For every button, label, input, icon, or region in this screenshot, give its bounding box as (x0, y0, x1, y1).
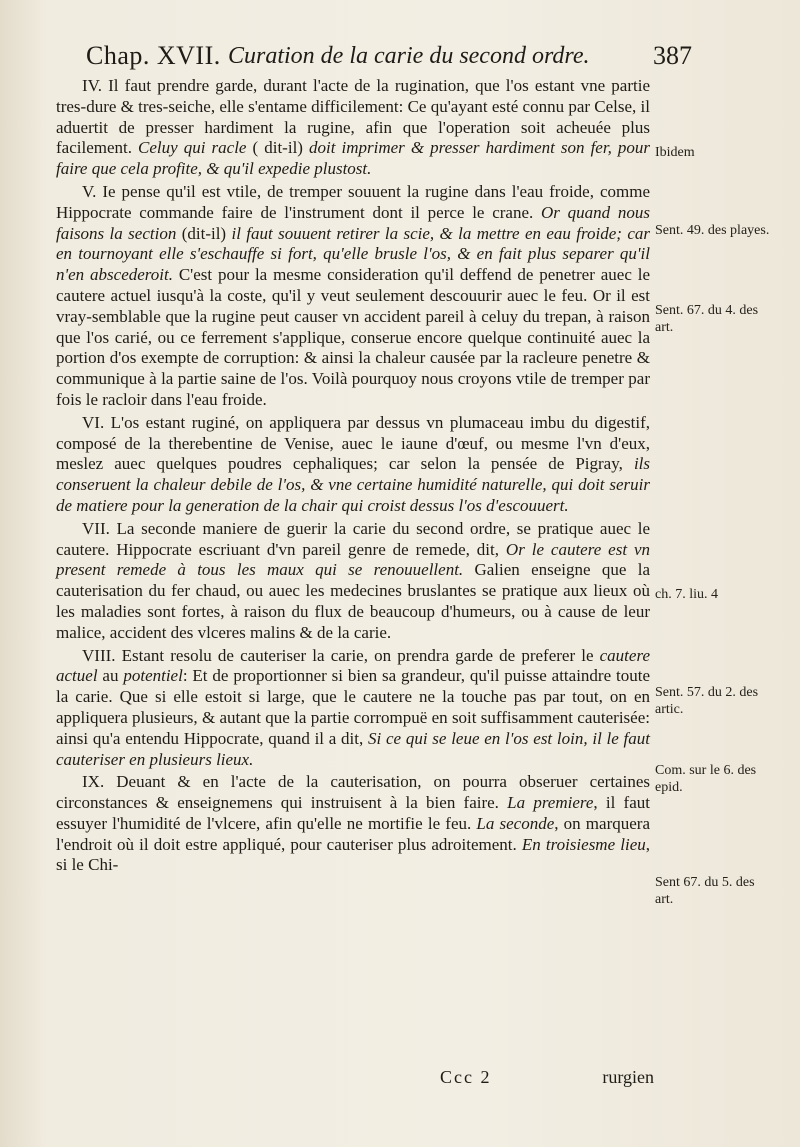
italic-run: il faut souuent retirer la scie, & la mettre en eau froide; car en tournoyant elle s'eschauffe si fort, qu'elle brusle l'os, & en fait plus separer qu'il n'en abscederoit. (56, 223, 650, 285)
text-run: VII. La seconde maniere de guerir la carie du second ordre, se pratique auec le cautere. Hippocrate escriuant d'vn pareil genre de remede, dit, (56, 518, 650, 559)
chapter-title: Curation de la carie du second ordre. (228, 43, 590, 69)
text-run: VIII. Estant resolu de cauteriser la carie, on prendra garde de preferer le (82, 645, 600, 665)
paragraph (56, 182, 650, 411)
catchword: rurgien (602, 1067, 654, 1087)
text-run: IV. Il faut prendre garde, durant l'acte de la rugination, que l'os estant vne partie tres-dure & tres-seiche, elle s'entame difficilement: Ce qu'ayant esté connu par Celse, il aduertit de presser hardiment la rugine, afin que l'operation soit acheuée plus facilement. (56, 76, 650, 158)
italic-run: Si ce qui se leue en l'os est loin, il le faut cauteriser en plusieurs lieux. (56, 728, 650, 769)
italic-run: Or quand nous faisons la section (56, 202, 650, 243)
paragraph (56, 646, 650, 771)
italic-run: En troisiesme lieu (521, 834, 646, 854)
italic-run: ils conseruent la chaleur debile de l'os, & vne certaine humidité naturelle, qui doit seruir de matiere pour la generation de la chair qui croist dessus l'os d'escouuert. (56, 454, 650, 515)
text-run: (dit-il) (176, 223, 232, 243)
margin-note-sent-67: Sent. 67. du 4. des art. (655, 303, 759, 335)
running-header (86, 38, 692, 74)
italic-run: cautere actuel (56, 645, 650, 686)
text-run: C'est pour la mesme consideration qu'il deffend de penetrer auec le cautere actuel iusqu'à la coste, qu'il y veut seulement descouurir auec le feu. Or il est vray-semblable que la rugine peut causer vn accident pareil à celuy du trepan, à raison que l'os carié, ou ce ferrement s'applique, conserue encore quelque continuité auec la portion d'os exempte de corruption: & ainsi la chaleur causée par la racleure penetre & communique à la partie saine de l'os. Voilà pourquoy nous croyons vtile de tremper par fois le racloir dans l'eau froide. (56, 265, 650, 409)
signature-mark: Ccc 2 (440, 1067, 492, 1087)
text-run: Galien enseigne que la cauterisation du fer chaud, ou auec les medecines bruslantes se pratique aux lieux où les maladies sont fortes, à raison du flux de beaucoup d'humeurs, ou à cause de leur malice, accident des vlceres malins & de la carie. (56, 560, 650, 642)
margin-note-sent-67-5: Sent 67. du 5. des art. (655, 875, 755, 907)
text-run: ( dit-il) (246, 138, 310, 158)
margin-note-sent-49: Sent. 49. des playes. (655, 223, 770, 238)
italic-run: potentiel (123, 666, 183, 686)
text-run: IX. Deuant & en l'acte de la cauterisation, on pourra obseruer certaines circonstances & enseignemens qui instruisent à la bien faire. (56, 772, 650, 813)
margin-note-ibidem: Ibidem (655, 145, 695, 160)
chapter-number: Chap. XVII. (86, 41, 221, 70)
paragraph (56, 772, 650, 876)
margin-note-ch-7: ch. 7. liu. 4 (655, 587, 718, 602)
paragraph (56, 519, 650, 644)
text-run: , si le Chi- (56, 834, 650, 875)
text-run: , on marquera l'endroit où il doit estre appliqué, pour cauteriser plus adroitement. (56, 813, 650, 854)
italic-run: Celuy qui racle (138, 138, 247, 158)
paragraph (56, 413, 650, 517)
paragraph (56, 76, 650, 180)
main-text (56, 76, 650, 876)
page-footer (56, 1066, 654, 1088)
italic-run: Or le cautere est vn present remede à tous les maux qui se renouuellent. (56, 539, 650, 580)
italic-run: La premiere (507, 793, 594, 813)
text-run: , il faut essuyer l'humidité de l'vlcere, afin qu'elle ne mortifie le feu. (56, 793, 650, 833)
margin-note-sent-57: Sent. 57. du 2. des artic. (655, 685, 759, 717)
text-run: au (97, 666, 124, 686)
text-run: VI. L'os estant ruginé, on appliquera par dessus vn plumaceau imbu du digestif, composé de la therebentine de Venise, auec le iaune d'œuf, ou mesme l'vn d'eux, meslez auec quelques poudres cephaliques; car selon la pensée de Pigray, (56, 412, 650, 474)
margin-note-com-epid: Com. sur le 6. des epid. (655, 763, 757, 795)
italic-run: doit imprimer & presser hardiment son fer, pour faire que cela profite, & qu'il expedie plustost. (56, 138, 650, 179)
page-number: 387 (653, 41, 692, 70)
italic-run: La seconde (476, 813, 555, 833)
text-run: V. Ie pense qu'il est vtile, de tremper souuent la rugine dans l'eau froide, comme Hippocrate commande faire de l'instrument dont il perce le crane. (56, 181, 650, 222)
text-run: : Et de proportionner si bien sa grandeur, qu'il puisse attaindre toute la carie. Que si elle estoit si large, que le cautere ne la touche pas par tout, on en appliquera plusieurs, & autant que la partie corrompuë en soit suffisamment cauterisée: ainsi qu'a entendu Hippocrate, quand il a dit, (56, 666, 650, 748)
